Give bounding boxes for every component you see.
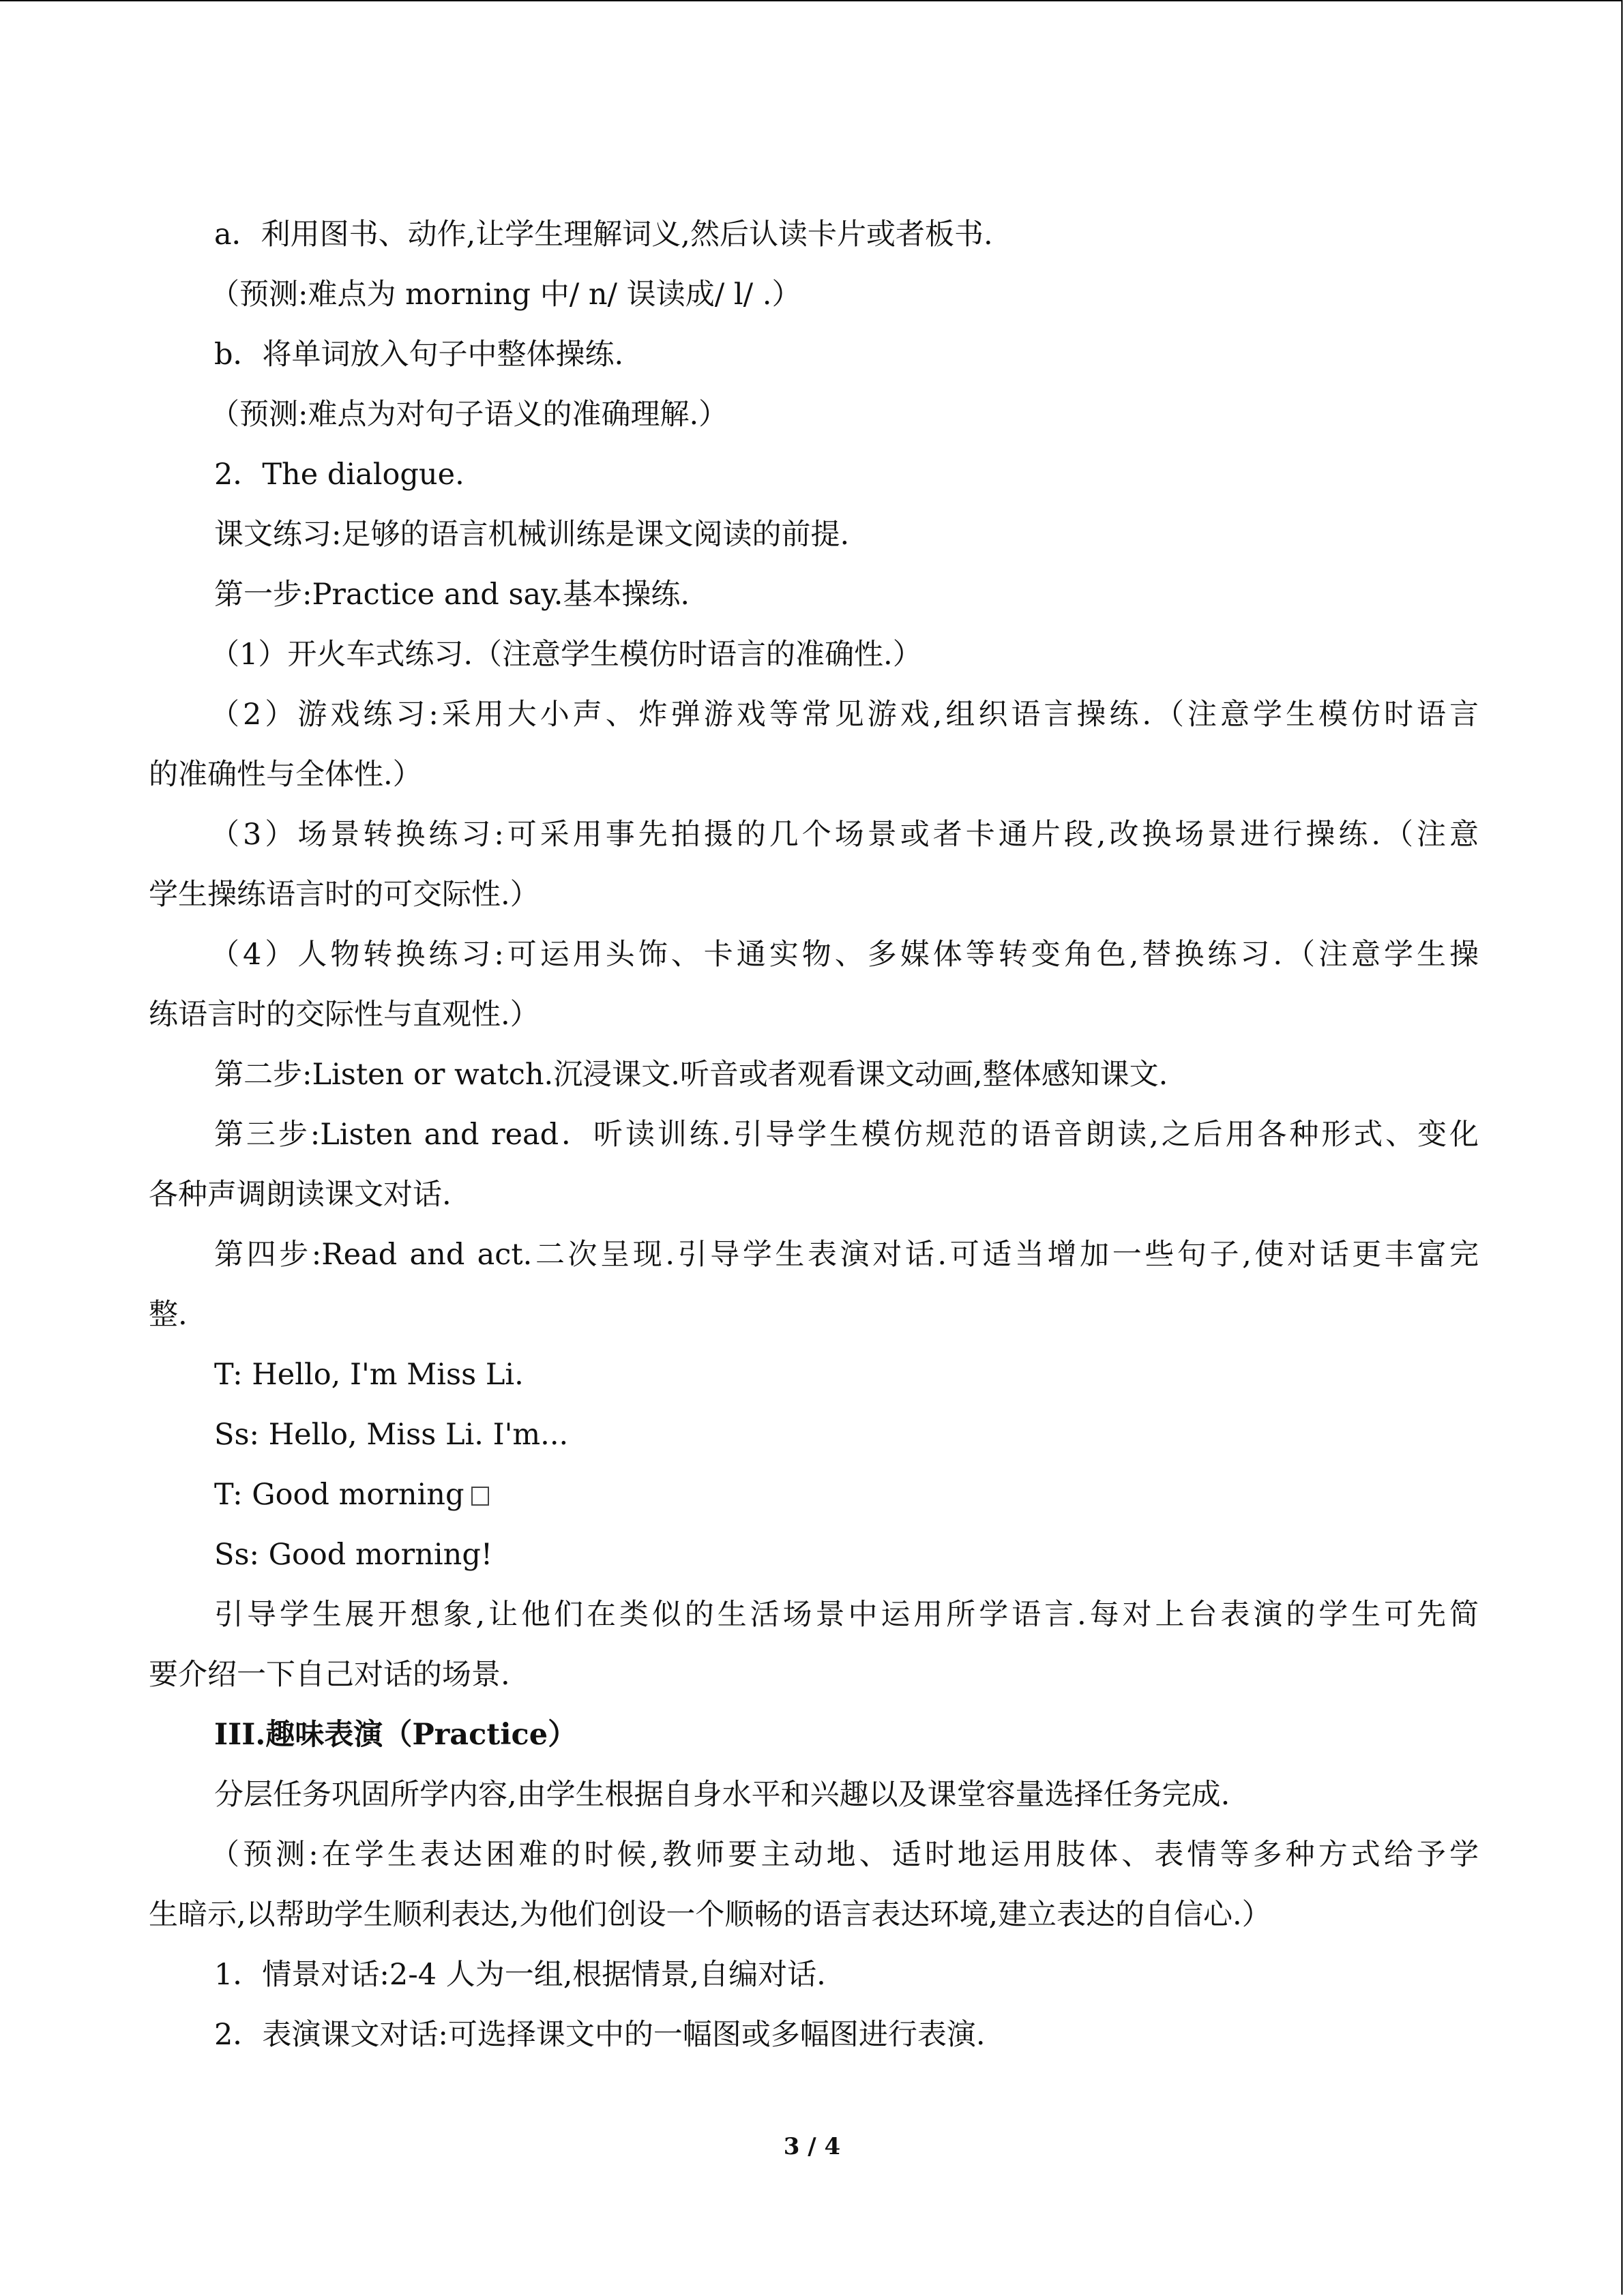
dialogue-line-teacher-2 xyxy=(149,1465,1479,1525)
text-line-practice-4-cont: 练语言时的交际性与直观性.） xyxy=(149,998,540,1032)
text-line-imagination-cont: 要介绍一下自己对话的场景. xyxy=(149,1658,510,1692)
text-line-practice-2-cont: 的准确性与全体性.） xyxy=(149,758,422,792)
text-line-task-2: 2．表演课文对话:可选择课文中的一幅图或多幅图进行表演. xyxy=(214,2018,986,2052)
text-line-step-2: 第二步:Listen or watch.沉浸课文.听音或者观看课文动画,整体感知课文. xyxy=(214,1058,1168,1092)
dialogue-line-teacher-2-text: T: Good morning xyxy=(214,1478,464,1512)
text-line-prediction-3: （预测:在学生表达困难的时候,教师要主动地、适时地运用肢体、表情等多种方式给予学 xyxy=(210,1838,1479,1872)
text-line-step-3: 第三步:Listen and read．听读训练.引导学生模仿规范的语音朗读,之后用各种形式、变化 xyxy=(214,1118,1479,1152)
text-line-lesson-practice: 课文练习:足够的语言机械训练是课文阅读的前提. xyxy=(214,518,850,552)
page-number: 3 / 4 xyxy=(783,2133,841,2160)
text-line-prediction-1: （预测:难点为 morning 中/ n/ 误读成/ l/ .） xyxy=(210,278,801,312)
text-line-practice-3-cont: 学生操练语言时的可交际性.） xyxy=(149,878,540,912)
text-line-step-4: 第四步:Read and act.二次呈现.引导学生表演对话.可适当增加一些句子,使对话更丰富完 xyxy=(214,1238,1479,1272)
text-line-step-4-cont: 整. xyxy=(149,1298,188,1332)
text-line-dialogue-heading: 2．The dialogue. xyxy=(214,458,464,492)
text-line-task-1: 1．情景对话:2-4 人为一组,根据情景,自编对话. xyxy=(214,1958,826,1992)
text-line-imagination: 引导学生展开想象,让他们在类似的生活场景中运用所学语言.每对上台表演的学生可先简 xyxy=(214,1598,1479,1632)
text-line-layered-tasks: 分层任务巩固所学内容,由学生根据自身水平和兴趣以及课堂容量选择任务完成. xyxy=(214,1778,1230,1812)
text-line-vocab-a: a．利用图书、动作,让学生理解词义,然后认读卡片或者板书. xyxy=(214,218,993,252)
text-line-prediction-2: （预测:难点为对句子语义的准确理解.） xyxy=(210,398,728,432)
text-line-step-1: 第一步:Practice and say.基本操练. xyxy=(214,578,690,612)
text-line-prediction-3-cont: 生暗示,以帮助学生顺利表达,为他们创设一个顺畅的语言表达环境,建立表达的自信心.） xyxy=(149,1898,1271,1932)
section-heading-practice: III.趣味表演（Practice） xyxy=(214,1718,578,1752)
dialogue-line-students-1: Ss: Hello, Miss Li. I'm... xyxy=(214,1418,569,1452)
missing-glyph-box-icon xyxy=(471,1487,489,1506)
dialogue-line-students-2: Ss: Good morning! xyxy=(214,1538,493,1572)
text-line-practice-2: （2）游戏练习:采用大小声、炸弹游戏等常见游戏,组织语言操练.（注意学生模仿时语言 xyxy=(210,698,1479,732)
dialogue-line-teacher-1: T: Hello, I'm Miss Li. xyxy=(214,1358,524,1392)
text-line-practice-3: （3）场景转换练习:可采用事先拍摄的几个场景或者卡通片段,改换场景进行操练.（注意 xyxy=(210,818,1479,852)
text-line-practice-1: （1）开火车式练习.（注意学生模仿时语言的准确性.） xyxy=(210,638,922,672)
document-body xyxy=(149,205,1479,2065)
text-line-vocab-b: b．将单词放入句子中整体操练. xyxy=(214,338,624,372)
text-line-step-3-cont: 各种声调朗读课文对话. xyxy=(149,1178,452,1212)
text-line-practice-4: （4）人物转换练习:可运用头饰、卡通实物、多媒体等转变角色,替换练习.（注意学生操 xyxy=(210,938,1479,972)
